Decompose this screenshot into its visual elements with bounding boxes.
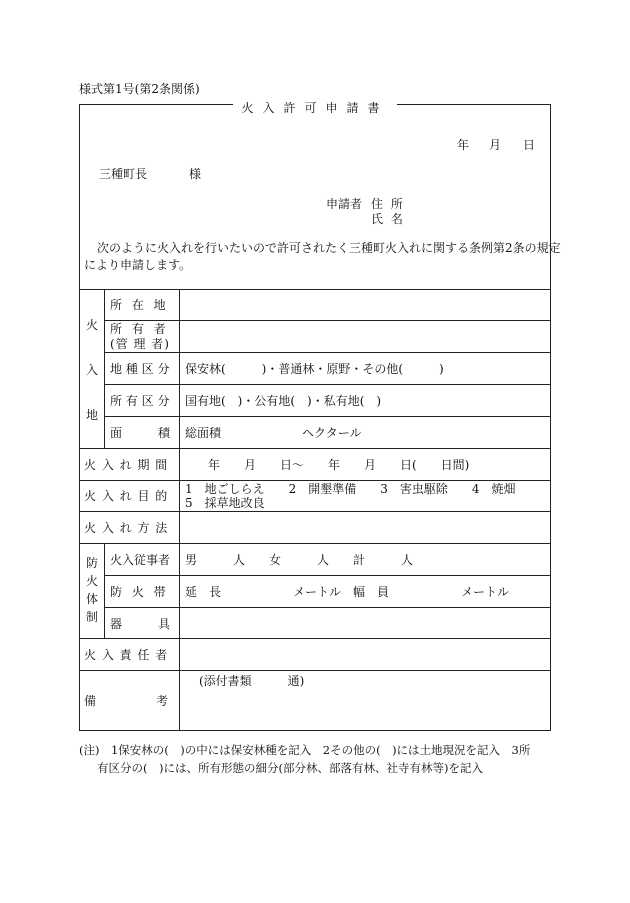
row-method-label: 火 入 れ 方 法	[84, 521, 169, 535]
row-workers-value: 男 人 女 人 計 人	[185, 553, 414, 567]
divider-firebreak-bottom	[104, 607, 551, 608]
request-text-line1: 次のように火入れを行いたいので許可されたく三種町火入れに関する条例第2条の規定	[97, 241, 561, 255]
divider-method-bottom	[79, 543, 551, 544]
addressee-honorific: 様	[189, 167, 202, 181]
row-workers-label: 火入従事者	[110, 553, 171, 567]
row-owner-sub-label: (管 理 者)	[110, 337, 170, 351]
row-area-total: 総面積	[185, 426, 222, 440]
divider-location-bottom	[104, 320, 551, 321]
fire-group-char-2: 火	[86, 574, 99, 588]
row-area-label: 面 積	[110, 426, 171, 440]
date-day-label: 日	[523, 138, 536, 152]
land-group-char-1: 火	[86, 318, 99, 332]
fire-group-char-3: 体	[86, 592, 99, 606]
row-landtype-label: 地 種 区 分	[110, 362, 170, 376]
application-form-frame	[79, 104, 551, 731]
date-month-label: 月	[489, 138, 502, 152]
divider-fire-bottom	[79, 638, 551, 639]
applicant-prefix: 申請者	[326, 197, 363, 211]
row-area-unit: ヘクタール	[302, 426, 362, 440]
row-ownership-label: 所 有 区 分	[110, 394, 170, 408]
row-owner-label: 所 有 者	[110, 322, 169, 336]
divider-responsible-bottom	[79, 670, 551, 671]
divider-workers-bottom	[104, 575, 551, 576]
request-text-line2: により申請します。	[84, 258, 192, 272]
row-purpose-label: 火 入 れ 目 的	[84, 489, 169, 503]
divider-period-bottom	[79, 480, 551, 481]
land-group-char-2: 入	[86, 363, 99, 377]
row-remarks-value: (添付書類 通)	[199, 674, 305, 688]
row-remarks-label: 備 考	[84, 694, 169, 708]
applicant-address-label: 住 所	[371, 197, 405, 211]
divider-purpose-bottom	[79, 511, 551, 512]
divider-label-column	[179, 289, 180, 731]
row-period-value: 年 月 日～ 年 月 日( 日間)	[208, 458, 470, 472]
row-equipment-label: 器 具	[110, 617, 171, 631]
form-title-wrap	[0, 97, 630, 116]
row-location-label: 所 在 地	[110, 298, 169, 312]
row-purpose-line2: 5 採草地改良	[185, 496, 265, 510]
form-title: 火入許可申請書	[233, 101, 396, 115]
divider-owner-bottom	[104, 352, 551, 353]
divider-ownership-bottom	[104, 416, 551, 417]
row-responsible-label: 火 入 責 任 者	[84, 648, 169, 662]
divider-land-group	[104, 289, 105, 448]
row-purpose-line1: 1 地ごしらえ 2 開墾準備 3 害虫駆除 4 焼畑	[185, 482, 516, 496]
land-group-char-3: 地	[86, 408, 99, 422]
applicant-name-label: 氏 名	[371, 212, 405, 226]
fire-group-char-1: 防	[86, 556, 99, 570]
row-ownership-value: 国有地( )・公有地( )・私有地( )	[185, 394, 382, 408]
divider-table-top	[79, 289, 551, 290]
addressee-name: 三種町長	[99, 167, 148, 181]
divider-landtype-bottom	[104, 384, 551, 385]
row-period-label: 火 入 れ 期 間	[84, 458, 169, 472]
date-year-label: 年	[457, 138, 470, 152]
row-firebreak-value: 延 長 メートル 幅 員 メートル	[185, 585, 510, 599]
note-line2: 有区分の( )には、所有形態の細分(部分林、部落有林、社寺有林等)を記入	[97, 761, 483, 775]
form-number-label: 様式第1号(第2条関係)	[79, 82, 200, 96]
row-landtype-value: 保安林( )・普通林・原野・その他( )	[185, 362, 444, 376]
fire-group-char-4: 制	[86, 610, 99, 624]
row-firebreak-label: 防 火 帯	[110, 585, 169, 599]
note-line1: (注) 1保安林の( )の中には保安林種を記入 2その他の( )には土地現況を記入 3所	[79, 743, 531, 757]
divider-fire-group	[104, 543, 105, 638]
divider-land-bottom	[79, 448, 551, 449]
